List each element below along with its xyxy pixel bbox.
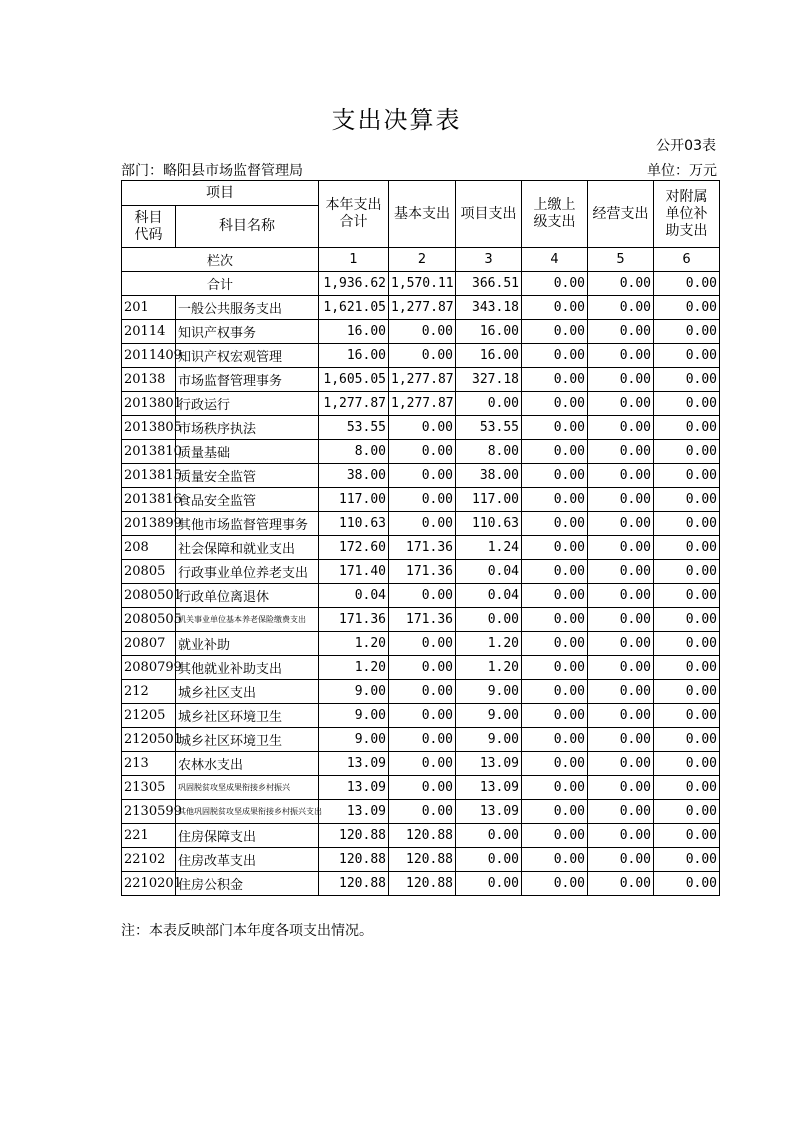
- subject-code-cell: 21205: [122, 704, 176, 728]
- amount-cell: 1,621.05: [319, 296, 389, 320]
- subject-code-cell: 2013899: [122, 512, 176, 536]
- table-row: [122, 368, 720, 392]
- amount-cell: 0.00: [654, 728, 720, 752]
- amount-cell: 16.00: [319, 344, 389, 368]
- amount-cell: 0.00: [389, 776, 456, 800]
- subject-code-cell: 2130599: [122, 800, 176, 824]
- table-row: [122, 536, 720, 560]
- total-value: 0.00: [588, 272, 654, 296]
- header-upper: 上缴上级支出: [522, 181, 588, 248]
- amount-cell: 9.00: [319, 704, 389, 728]
- subject-name-cell: 巩固脱贫攻坚成果衔接乡村振兴: [176, 776, 319, 800]
- amount-cell: 0.00: [522, 776, 588, 800]
- amount-cell: 38.00: [456, 464, 522, 488]
- amount-cell: 0.00: [588, 536, 654, 560]
- footnote: 注：本表反映部门本年度各项支出情况。: [121, 923, 373, 939]
- total-label: 合计: [122, 272, 319, 296]
- amount-cell: 120.88: [319, 848, 389, 872]
- total-value: 1,936.62: [319, 272, 389, 296]
- amount-cell: 0.04: [456, 560, 522, 584]
- header-subject-code: 科目代码: [122, 206, 176, 248]
- amount-cell: 0.00: [654, 824, 720, 848]
- subject-name-cell: 住房保障支出: [176, 824, 319, 848]
- amount-cell: 0.00: [654, 680, 720, 704]
- header-total: 本年支出合计: [319, 181, 389, 248]
- amount-cell: 9.00: [456, 704, 522, 728]
- table-row: [122, 872, 720, 896]
- table-row: [122, 656, 720, 680]
- subject-name-cell: 质量安全监管: [176, 464, 319, 488]
- amount-cell: 0.00: [456, 608, 522, 632]
- amount-cell: 0.00: [456, 848, 522, 872]
- amount-cell: 117.00: [319, 488, 389, 512]
- amount-cell: 9.00: [319, 728, 389, 752]
- amount-cell: 0.00: [654, 584, 720, 608]
- subject-code-cell: 2080799: [122, 656, 176, 680]
- table-row: [122, 800, 720, 824]
- subject-code-cell: 2013805: [122, 416, 176, 440]
- total-row: [122, 272, 720, 296]
- amount-cell: 0.00: [588, 728, 654, 752]
- amount-cell: 120.88: [389, 824, 456, 848]
- subject-name-cell: 质量基础: [176, 440, 319, 464]
- amount-cell: 0.00: [654, 392, 720, 416]
- subject-code-cell: 2013815: [122, 464, 176, 488]
- amount-cell: 0.00: [522, 704, 588, 728]
- amount-cell: 0.00: [588, 368, 654, 392]
- amount-cell: 0.00: [389, 440, 456, 464]
- amount-cell: 0.00: [654, 512, 720, 536]
- amount-cell: 16.00: [456, 320, 522, 344]
- total-value: 1,570.11: [389, 272, 456, 296]
- subject-name-cell: 就业补助: [176, 632, 319, 656]
- header-project: 项目支出: [456, 181, 522, 248]
- amount-cell: 171.40: [319, 560, 389, 584]
- total-value: 366.51: [456, 272, 522, 296]
- subject-code-cell: 201: [122, 296, 176, 320]
- amount-cell: 0.00: [654, 608, 720, 632]
- amount-cell: 1,277.87: [389, 368, 456, 392]
- subject-name-cell: 机关事业单位基本养老保险缴费支出: [176, 608, 319, 632]
- amount-cell: 117.00: [456, 488, 522, 512]
- amount-cell: 0.00: [654, 848, 720, 872]
- table-row: [122, 704, 720, 728]
- amount-cell: 0.00: [654, 368, 720, 392]
- amount-cell: 171.36: [389, 608, 456, 632]
- column-numbers-label: 栏次: [122, 248, 319, 272]
- subject-name-cell: 市场监督管理事务: [176, 368, 319, 392]
- subject-code-cell: 2080505: [122, 608, 176, 632]
- amount-cell: 0.00: [522, 656, 588, 680]
- amount-cell: 0.00: [588, 560, 654, 584]
- amount-cell: 1.20: [456, 632, 522, 656]
- subject-code-cell: 20138: [122, 368, 176, 392]
- table-row: [122, 464, 720, 488]
- amount-cell: 0.00: [389, 512, 456, 536]
- table-row: [122, 776, 720, 800]
- column-number: 5: [588, 248, 654, 272]
- subject-name-cell: 行政单位离退休: [176, 584, 319, 608]
- amount-cell: 0.00: [456, 872, 522, 896]
- subject-name-cell: 一般公共服务支出: [176, 296, 319, 320]
- amount-cell: 0.00: [654, 632, 720, 656]
- header-subsidiary: 对附属单位补助支出: [654, 181, 720, 248]
- amount-cell: 0.00: [588, 752, 654, 776]
- amount-cell: 0.00: [654, 296, 720, 320]
- amount-cell: 0.00: [522, 728, 588, 752]
- amount-cell: 0.00: [654, 488, 720, 512]
- amount-cell: 0.00: [522, 560, 588, 584]
- amount-cell: 120.88: [319, 872, 389, 896]
- amount-cell: 13.09: [456, 752, 522, 776]
- table-row: [122, 728, 720, 752]
- amount-cell: 171.36: [389, 560, 456, 584]
- table-row: [122, 632, 720, 656]
- amount-cell: 0.00: [522, 392, 588, 416]
- page-title: 支出决算表: [331, 106, 462, 134]
- subject-name-cell: 知识产权宏观管理: [176, 344, 319, 368]
- amount-cell: 0.00: [588, 440, 654, 464]
- amount-cell: 171.36: [389, 536, 456, 560]
- table-row: [122, 560, 720, 584]
- subject-name-cell: 社会保障和就业支出: [176, 536, 319, 560]
- amount-cell: 0.00: [588, 704, 654, 728]
- header-basic: 基本支出: [389, 181, 456, 248]
- amount-cell: 0.00: [522, 632, 588, 656]
- amount-cell: 0.00: [522, 416, 588, 440]
- amount-cell: 343.18: [456, 296, 522, 320]
- amount-cell: 16.00: [319, 320, 389, 344]
- amount-cell: 0.00: [654, 320, 720, 344]
- amount-cell: 0.00: [588, 296, 654, 320]
- subject-code-cell: 213: [122, 752, 176, 776]
- subject-code-cell: 2013801: [122, 392, 176, 416]
- total-value: 0.00: [654, 272, 720, 296]
- amount-cell: 0.00: [654, 656, 720, 680]
- amount-cell: 53.55: [456, 416, 522, 440]
- amount-cell: 0.00: [522, 680, 588, 704]
- amount-cell: 0.00: [588, 320, 654, 344]
- amount-cell: 0.00: [588, 800, 654, 824]
- amount-cell: 0.00: [522, 368, 588, 392]
- amount-cell: 9.00: [319, 680, 389, 704]
- table-row: [122, 440, 720, 464]
- amount-cell: 13.09: [319, 752, 389, 776]
- expenditure-table: [121, 180, 720, 896]
- table-row: [122, 584, 720, 608]
- subject-code-cell: 212: [122, 680, 176, 704]
- amount-cell: 0.00: [588, 584, 654, 608]
- amount-cell: 0.00: [389, 488, 456, 512]
- amount-cell: 0.00: [522, 440, 588, 464]
- amount-cell: 8.00: [456, 440, 522, 464]
- amount-cell: 0.00: [588, 680, 654, 704]
- amount-cell: 0.00: [389, 704, 456, 728]
- amount-cell: 0.00: [389, 416, 456, 440]
- amount-cell: 0.00: [588, 512, 654, 536]
- subject-code-cell: 208: [122, 536, 176, 560]
- amount-cell: 0.00: [654, 776, 720, 800]
- amount-cell: 0.00: [456, 824, 522, 848]
- amount-cell: 172.60: [319, 536, 389, 560]
- amount-cell: 1.20: [319, 656, 389, 680]
- unit-label: 单位：万元: [647, 163, 717, 179]
- amount-cell: 0.00: [389, 344, 456, 368]
- amount-cell: 0.00: [522, 872, 588, 896]
- amount-cell: 0.00: [456, 392, 522, 416]
- amount-cell: 1.24: [456, 536, 522, 560]
- amount-cell: 0.00: [654, 800, 720, 824]
- amount-cell: 0.00: [588, 848, 654, 872]
- amount-cell: 0.00: [522, 344, 588, 368]
- header-business: 经营支出: [588, 181, 654, 248]
- table-row: [122, 320, 720, 344]
- amount-cell: 8.00: [319, 440, 389, 464]
- form-code: 公开03表: [656, 138, 716, 154]
- amount-cell: 0.00: [588, 824, 654, 848]
- header-subject-name: 科目名称: [176, 206, 319, 248]
- amount-cell: 0.00: [522, 464, 588, 488]
- column-number: 4: [522, 248, 588, 272]
- amount-cell: 1,277.87: [389, 392, 456, 416]
- subject-name-cell: 城乡社区环境卫生: [176, 728, 319, 752]
- amount-cell: 0.00: [588, 416, 654, 440]
- amount-cell: 53.55: [319, 416, 389, 440]
- amount-cell: 0.00: [654, 536, 720, 560]
- subject-name-cell: 食品安全监管: [176, 488, 319, 512]
- table-row: [122, 824, 720, 848]
- amount-cell: 120.88: [389, 848, 456, 872]
- amount-cell: 0.00: [588, 632, 654, 656]
- amount-cell: 1,277.87: [319, 392, 389, 416]
- amount-cell: 16.00: [456, 344, 522, 368]
- table-row: [122, 608, 720, 632]
- department-label: 部门：略阳县市场监督管理局: [121, 163, 303, 179]
- amount-cell: 0.00: [522, 584, 588, 608]
- subject-code-cell: 20807: [122, 632, 176, 656]
- subject-name-cell: 农林水支出: [176, 752, 319, 776]
- amount-cell: 0.00: [389, 320, 456, 344]
- amount-cell: 171.36: [319, 608, 389, 632]
- subject-name-cell: 市场秩序执法: [176, 416, 319, 440]
- amount-cell: 0.00: [654, 344, 720, 368]
- amount-cell: 0.00: [389, 584, 456, 608]
- subject-name-cell: 城乡社区支出: [176, 680, 319, 704]
- table-row: [122, 488, 720, 512]
- amount-cell: 0.00: [522, 488, 588, 512]
- subject-code-cell: 2013810: [122, 440, 176, 464]
- subject-name-cell: 其他就业补助支出: [176, 656, 319, 680]
- subject-code-cell: 20805: [122, 560, 176, 584]
- amount-cell: 0.00: [522, 296, 588, 320]
- subject-name-cell: 城乡社区环境卫生: [176, 704, 319, 728]
- amount-cell: 120.88: [319, 824, 389, 848]
- column-number: 2: [389, 248, 456, 272]
- amount-cell: 13.09: [456, 800, 522, 824]
- subject-code-cell: 20114: [122, 320, 176, 344]
- table-row: [122, 392, 720, 416]
- amount-cell: 0.00: [588, 464, 654, 488]
- header-item: 项目: [122, 181, 319, 206]
- subject-code-cell: 221: [122, 824, 176, 848]
- table-row: [122, 416, 720, 440]
- amount-cell: 0.00: [654, 464, 720, 488]
- amount-cell: 0.00: [588, 392, 654, 416]
- amount-cell: 0.00: [522, 848, 588, 872]
- amount-cell: 1.20: [319, 632, 389, 656]
- amount-cell: 0.00: [588, 344, 654, 368]
- subject-code-cell: 22102: [122, 848, 176, 872]
- subject-code-cell: 2013816: [122, 488, 176, 512]
- amount-cell: 0.00: [588, 488, 654, 512]
- amount-cell: 9.00: [456, 728, 522, 752]
- amount-cell: 13.09: [456, 776, 522, 800]
- amount-cell: 0.00: [654, 440, 720, 464]
- amount-cell: 38.00: [319, 464, 389, 488]
- subject-name-cell: 其他巩固脱贫攻坚成果衔接乡村振兴支出: [176, 800, 319, 824]
- subject-name-cell: 行政运行: [176, 392, 319, 416]
- subject-code-cell: 2080501: [122, 584, 176, 608]
- amount-cell: 0.00: [522, 752, 588, 776]
- amount-cell: 0.00: [522, 824, 588, 848]
- total-value: 0.00: [522, 272, 588, 296]
- amount-cell: 0.00: [654, 872, 720, 896]
- amount-cell: 0.00: [654, 416, 720, 440]
- amount-cell: 0.04: [319, 584, 389, 608]
- amount-cell: 13.09: [319, 776, 389, 800]
- amount-cell: 0.00: [522, 800, 588, 824]
- subject-name-cell: 行政事业单位养老支出: [176, 560, 319, 584]
- amount-cell: 0.00: [522, 512, 588, 536]
- subject-name-cell: 住房改革支出: [176, 848, 319, 872]
- amount-cell: 0.00: [389, 752, 456, 776]
- amount-cell: 1,277.87: [389, 296, 456, 320]
- amount-cell: 0.00: [522, 536, 588, 560]
- column-number: 6: [654, 248, 720, 272]
- amount-cell: 1,605.05: [319, 368, 389, 392]
- amount-cell: 0.00: [654, 560, 720, 584]
- subject-code-cell: 2011409: [122, 344, 176, 368]
- amount-cell: 0.00: [389, 680, 456, 704]
- amount-cell: 0.00: [654, 752, 720, 776]
- amount-cell: 0.00: [588, 776, 654, 800]
- column-number: 1: [319, 248, 389, 272]
- column-number: 3: [456, 248, 522, 272]
- table-row: [122, 848, 720, 872]
- subject-name-cell: 知识产权事务: [176, 320, 319, 344]
- amount-cell: 0.00: [588, 872, 654, 896]
- amount-cell: 9.00: [456, 680, 522, 704]
- amount-cell: 13.09: [319, 800, 389, 824]
- amount-cell: 0.00: [389, 464, 456, 488]
- amount-cell: 120.88: [389, 872, 456, 896]
- amount-cell: 0.00: [522, 320, 588, 344]
- amount-cell: 0.00: [389, 632, 456, 656]
- subject-code-cell: 2210201: [122, 872, 176, 896]
- amount-cell: 0.04: [456, 584, 522, 608]
- amount-cell: 110.63: [319, 512, 389, 536]
- subject-name-cell: 住房公积金: [176, 872, 319, 896]
- table-row: [122, 344, 720, 368]
- amount-cell: 0.00: [588, 608, 654, 632]
- table-row: [122, 680, 720, 704]
- table-row: [122, 296, 720, 320]
- amount-cell: 327.18: [456, 368, 522, 392]
- amount-cell: 0.00: [389, 728, 456, 752]
- amount-cell: 0.00: [522, 608, 588, 632]
- subject-name-cell: 其他市场监督管理事务: [176, 512, 319, 536]
- table-row: [122, 512, 720, 536]
- amount-cell: 110.63: [456, 512, 522, 536]
- amount-cell: 0.00: [389, 800, 456, 824]
- amount-cell: 0.00: [654, 704, 720, 728]
- table-row: [122, 752, 720, 776]
- amount-cell: 1.20: [456, 656, 522, 680]
- amount-cell: 0.00: [588, 656, 654, 680]
- subject-code-cell: 21305: [122, 776, 176, 800]
- amount-cell: 0.00: [389, 656, 456, 680]
- subject-code-cell: 2120501: [122, 728, 176, 752]
